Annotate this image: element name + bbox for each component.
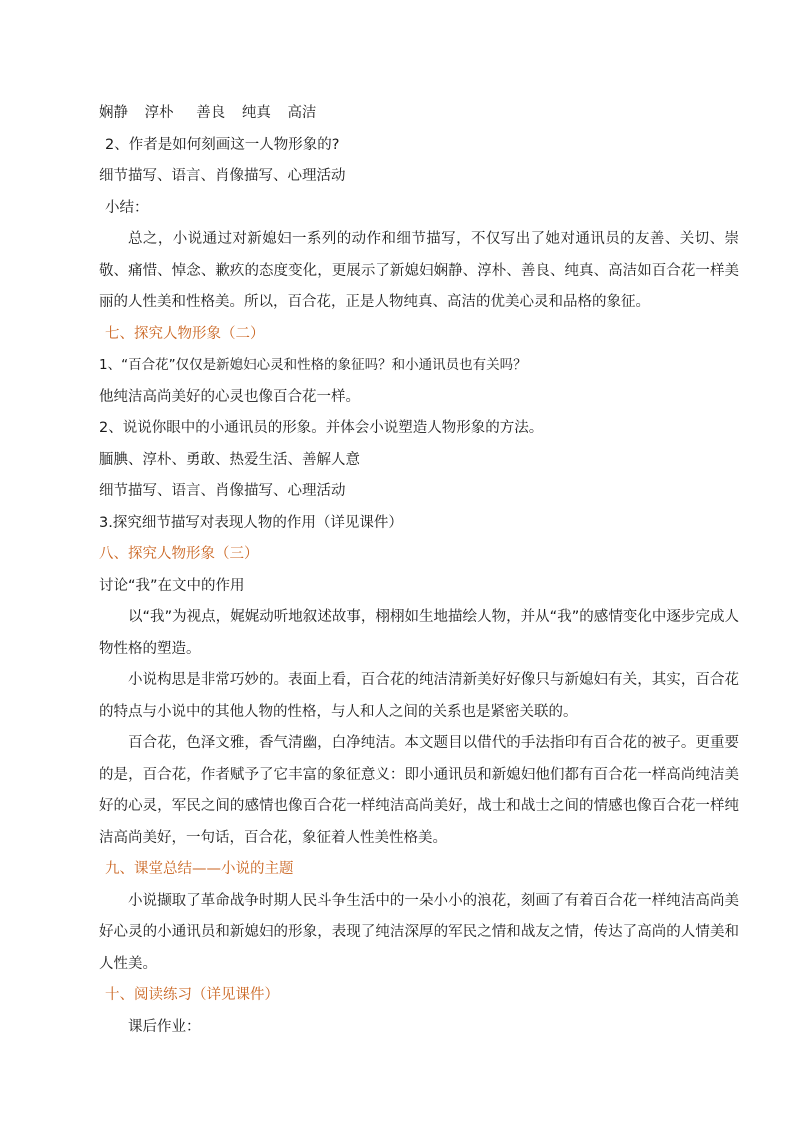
trait-1: 娴静 — [99, 105, 128, 121]
section-9-heading: 九、课堂总结——小说的主题 — [105, 861, 294, 877]
answer-7-2: 腼腆、淳朴、勇敢、热爱生活、善解人意 — [99, 451, 360, 468]
methods-line-2: 细节描写、语言、肖像描写、心理活动 — [99, 483, 346, 499]
question-7-3: 3.探究细节描写对表现人物的作用（详见课件） — [99, 514, 403, 531]
section-7-heading: 七、探究人物形象（二） — [105, 325, 265, 342]
summary-label: 小结： — [105, 199, 149, 216]
question-7-1: 1、“百合花”仅仅是新媳妇心灵和性格的象征吗？和小通讯员也有关吗？ — [99, 357, 527, 373]
paragraph-8-2: 小说构思是非常巧妙的。表面上看，百合花的纯洁清新美好好像只与新媳妇有关，其实，百合花的特点与小说中的其他人物的性格，与人和人之间的关系也是紧密关联的。 — [99, 672, 739, 720]
question-7-2: 2、说说你眼中的小通讯员的形象。并体会小说塑造人物形象的方法。 — [99, 420, 544, 436]
homework-label: 课后作业： — [128, 1018, 201, 1035]
question-2: 2、作者是如何刻画这一人物形象的? — [105, 136, 340, 153]
summary-paragraph: 总之，小说通过对新媳妇一系列的动作和细节描写，不仅写出了她对通讯员的友善、关切、崇敬、痛惜、悼念、歉疚的态度变化，更展示了新媳妇娴静、淳朴、善良、纯真、高洁如百合花一样美丽的人性美和性格美。所以，百合花，正是人物纯真、高洁的优美心灵和品格的象征。 — [99, 231, 739, 310]
answer-7-1: 他纯洁高尚美好的心灵也像百合花一样。 — [99, 388, 360, 405]
section-10-heading: 十、阅读练习（详见课件） — [105, 987, 279, 1003]
discussion-prompt: 讨论“我”在文中的作用 — [99, 577, 245, 594]
trait-5: 高洁 — [287, 105, 317, 121]
paragraph-8-1: 以“我”为视点，娓娓动听地叙述故事，栩栩如生地描绘人物，并从“我”的感情变化中逐步完成人物性格的塑造。 — [99, 609, 739, 657]
methods-line-1: 细节描写、语言、肖像描写、心理活动 — [99, 168, 346, 184]
trait-3: 善良 — [196, 105, 226, 121]
paragraph-9: 小说撷取了革命战争时期人民斗争生活中的一朵小小的浪花，刻画了有着百合花一样纯洁高尚美好心灵的小通讯员和新媳妇的形象，表现了纯洁深厚的军民之情和战友之情，传达了高尚的人情美和人性美。 — [99, 892, 739, 972]
paragraph-8-3: 百合花，色泽文雅，香气清幽，白净纯洁。本文题目以借代的手法指印有百合花的被子。更重要的是，百合花，作者赋予了它丰富的象征意义：即小通讯员和新媳妇他们都有百合花一样高尚纯洁美好的心灵，军民之间的感情也像百合花一样纯洁高尚美好，战士和战士之间的情感也像百合花一样纯洁高尚美好，一句话，百合花，象征着人性美性格美。 — [99, 735, 739, 846]
traits-line — [99, 98, 739, 130]
trait-2: 淳朴 — [144, 105, 174, 121]
section-8-heading: 八、探究人物形象（三） — [99, 546, 259, 562]
document-body — [99, 98, 739, 1043]
trait-4: 纯真 — [241, 105, 271, 121]
